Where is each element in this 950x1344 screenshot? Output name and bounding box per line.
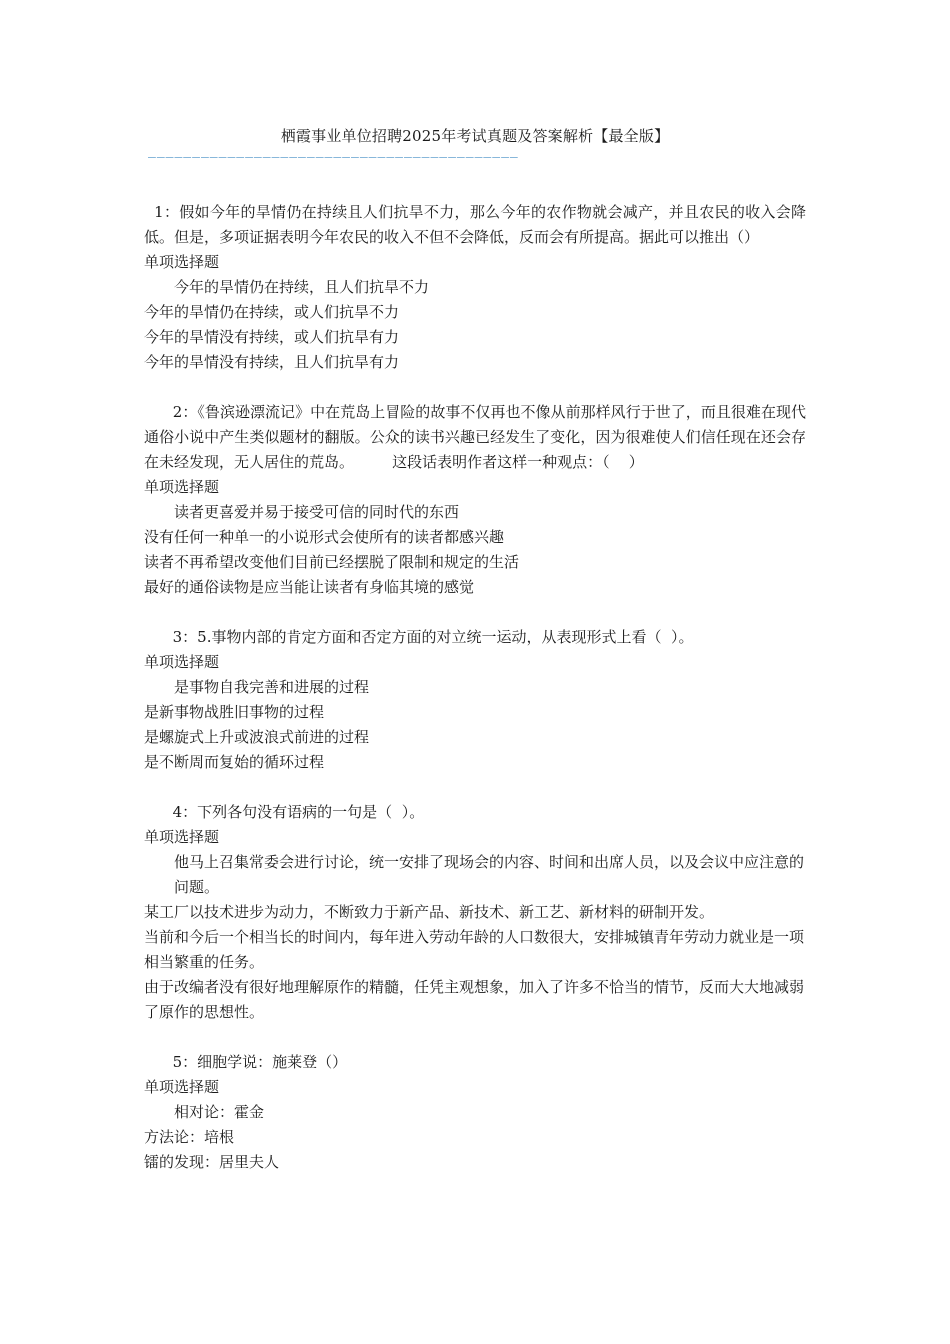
question-type: 单项选择题 [144,478,220,496]
stem-indent [144,203,154,221]
question-stem [144,1050,806,1075]
question-stem [144,400,806,475]
question-type: 单项选择题 [144,653,220,671]
question-text: 《鲁滨逊漂流记》中在荒岛上冒险的故事不仅再也不像从前那样风行于世了，而且很难在现代通俗小说中产生类似题材的翻版。公众的读书兴趣已经发生了变化，因为很难使人们信任现在还会存在未经发现，无人居住的荒岛。 这段话表明作者这样一种观点：（ ） [144,403,807,471]
question-type: 单项选择题 [144,828,220,846]
question-2 [144,400,806,600]
option-c[interactable]: 镭的发现：居里夫人 [144,1153,280,1171]
question-4 [144,800,806,1025]
question-text: 5.事物内部的肯定方面和否定方面的对立统一运动，从表现形式上看（ ）。 [197,628,694,646]
option-c[interactable]: 当前和今后一个相当长的时间内，每年进入劳动年龄的人口数很大，安排城镇青年劳动力就业是一项相当繁重的任务。 [144,928,805,971]
question-number: 2： [172,403,198,421]
question-3 [144,625,806,775]
question-number: 3： [172,628,198,646]
question-stem [144,625,806,650]
question-type: 单项选择题 [144,1078,220,1096]
title-divider: —————————————————————————————————————————— [148,150,519,165]
stem-indent [144,628,173,646]
page-title: 栖霞事业单位招聘2025年考试真题及答案解析【最全版】 [280,127,670,145]
option-b[interactable]: 是新事物战胜旧事物的过程 [144,703,325,721]
stem-indent [144,1053,173,1071]
option-a[interactable]: 是事物自我完善和进展的过程 [174,678,370,696]
question-1 [144,200,806,375]
option-a[interactable]: 读者更喜爱并易于接受可信的同时代的东西 [174,503,460,521]
option-b[interactable]: 今年的旱情仍在持续，或人们抗旱不力 [144,303,400,321]
question-text: 细胞学说：施莱登（） [197,1053,348,1071]
question-5 [144,1050,806,1175]
question-stem [144,200,806,250]
option-c[interactable]: 今年的旱情没有持续，或人们抗旱有力 [144,328,400,346]
question-list [144,200,806,1200]
option-d[interactable]: 是不断周而复始的循环过程 [144,753,325,771]
question-type: 单项选择题 [144,253,220,271]
option-b[interactable]: 方法论：培根 [144,1128,235,1146]
option-c[interactable]: 是螺旋式上升或波浪式前进的过程 [144,728,370,746]
option-a[interactable]: 相对论：霍金 [174,1103,265,1121]
stem-indent [144,403,173,421]
option-d[interactable]: 由于改编者没有很好地理解原作的精髓，任凭主观想象，加入了许多不恰当的情节，反而大大地减弱了原作的思想性。 [144,978,805,1021]
question-stem [144,800,806,825]
stem-indent [144,803,173,821]
question-text: 假如今年的旱情仍在持续且人们抗旱不力，那么今年的农作物就会减产，并且农民的收入会降低。但是，多项证据表明今年农民的收入不但不会降低，反而会有所提高。据此可以推出（） [144,203,806,246]
option-d[interactable]: 今年的旱情没有持续，且人们抗旱有力 [144,353,400,371]
option-b[interactable]: 某工厂以技术进步为动力，不断致力于新产品、新技术、新工艺、新材料的研制开发。 [144,903,715,921]
option-a[interactable]: 今年的旱情仍在持续，且人们抗旱不力 [174,278,430,296]
question-text: 下列各句没有语病的一句是（ ）。 [197,803,425,821]
option-b[interactable]: 没有任何一种单一的小说形式会使所有的读者都感兴趣 [144,528,505,546]
question-number: 5： [172,1053,198,1071]
option-d[interactable]: 最好的通俗读物是应当能让读者有身临其境的感觉 [144,578,475,596]
option-c[interactable]: 读者不再希望改变他们目前已经摆脱了限制和规定的生活 [144,553,520,571]
option-a[interactable]: 他马上召集常委会进行讨论，统一安排了现场会的内容、时间和出席人员，以及会议中应注意的问题。 [174,853,805,896]
question-number: 4： [172,803,198,821]
question-number: 1： [154,203,180,221]
